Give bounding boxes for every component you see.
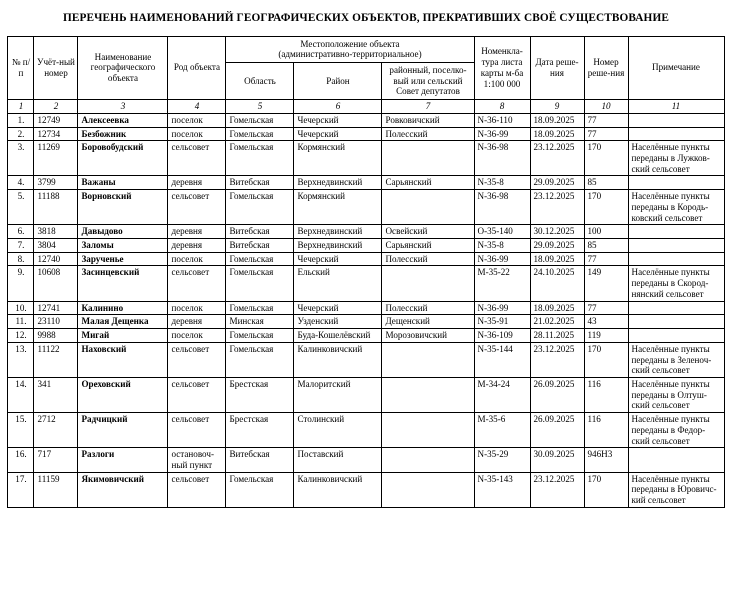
cell-object-kind: сельсовет bbox=[168, 377, 226, 412]
table-row bbox=[8, 315, 724, 329]
table-row bbox=[8, 190, 724, 225]
cell-map-sheet: N-36-98 bbox=[474, 190, 530, 225]
cell-object-kind: поселок bbox=[168, 252, 226, 266]
cell-number: 9. bbox=[8, 266, 34, 301]
cell-decision-date: 30.12.2025 bbox=[530, 225, 584, 239]
cell-object-kind: сельсовет bbox=[168, 266, 226, 301]
cell-region: Брестская bbox=[226, 377, 294, 412]
cell-decision-number: 85 bbox=[584, 239, 628, 253]
cell-number: 3. bbox=[8, 141, 34, 176]
cell-number: 4. bbox=[8, 176, 34, 190]
cell-decision-date: 23.12.2025 bbox=[530, 190, 584, 225]
cell-district: Чечерский bbox=[294, 301, 382, 315]
cell-council bbox=[382, 342, 474, 377]
table-row bbox=[8, 239, 724, 253]
cell-map-sheet: N-36-98 bbox=[474, 141, 530, 176]
cell-council bbox=[382, 266, 474, 301]
cell-district: Малоритский bbox=[294, 377, 382, 412]
cell-note: Населённые пункты переданы в Олтуш-ский сельсовет bbox=[628, 377, 724, 412]
cell-map-sheet: N-35-8 bbox=[474, 176, 530, 190]
cell-region: Витебская bbox=[226, 239, 294, 253]
cell-object-name: Зарученье bbox=[78, 252, 168, 266]
header-decision-number: Номер реше-ния bbox=[584, 36, 628, 100]
cell-decision-number: 119 bbox=[584, 329, 628, 343]
header-decision-date: Дата реше-ния bbox=[530, 36, 584, 100]
table-row bbox=[8, 448, 724, 472]
cell-registration-number: 2712 bbox=[34, 413, 78, 448]
cell-note bbox=[628, 448, 724, 472]
cell-decision-date: 18.09.2025 bbox=[530, 252, 584, 266]
header-location-group bbox=[226, 36, 474, 62]
cell-map-sheet: M-35-22 bbox=[474, 266, 530, 301]
cell-registration-number: 3818 bbox=[34, 225, 78, 239]
cell-decision-number: 170 bbox=[584, 141, 628, 176]
cell-council: Сарьянский bbox=[382, 239, 474, 253]
column-number: 6 bbox=[294, 100, 382, 114]
cell-object-kind: сельсовет bbox=[168, 342, 226, 377]
cell-object-kind: деревня bbox=[168, 239, 226, 253]
cell-object-kind: сельсовет bbox=[168, 141, 226, 176]
cell-number: 11. bbox=[8, 315, 34, 329]
cell-note bbox=[628, 225, 724, 239]
cell-council: Сарьянский bbox=[382, 176, 474, 190]
cell-registration-number: 12741 bbox=[34, 301, 78, 315]
cell-council bbox=[382, 377, 474, 412]
table-row bbox=[8, 127, 724, 141]
column-number: 7 bbox=[382, 100, 474, 114]
cell-district: Поставский bbox=[294, 448, 382, 472]
cell-object-kind: сельсовет bbox=[168, 413, 226, 448]
cell-council bbox=[382, 448, 474, 472]
cell-object-name: Разлоги bbox=[78, 448, 168, 472]
cell-object-name: Наховский bbox=[78, 342, 168, 377]
cell-decision-number: 170 bbox=[584, 342, 628, 377]
cell-number: 7. bbox=[8, 239, 34, 253]
header-district: Район bbox=[294, 62, 382, 99]
cell-region: Витебская bbox=[226, 448, 294, 472]
cell-note bbox=[628, 176, 724, 190]
cell-council: Освейский bbox=[382, 225, 474, 239]
table-row bbox=[8, 377, 724, 412]
table-body bbox=[8, 113, 724, 507]
cell-decision-date: 21.02.2025 bbox=[530, 315, 584, 329]
cell-object-name: Засинцевский bbox=[78, 266, 168, 301]
cell-decision-number: 170 bbox=[584, 472, 628, 507]
cell-map-sheet: O-35-140 bbox=[474, 225, 530, 239]
cell-region: Гомельская bbox=[226, 472, 294, 507]
cell-district: Калинковичский bbox=[294, 472, 382, 507]
cell-decision-number: 77 bbox=[584, 301, 628, 315]
header-object-name: Наименование географического объекта bbox=[78, 36, 168, 100]
column-number: 10 bbox=[584, 100, 628, 114]
cell-decision-number: 116 bbox=[584, 377, 628, 412]
cell-map-sheet: N-35-91 bbox=[474, 315, 530, 329]
cell-decision-number: 170 bbox=[584, 190, 628, 225]
table-row bbox=[8, 252, 724, 266]
cell-note bbox=[628, 239, 724, 253]
cell-object-name: Ореховский bbox=[78, 377, 168, 412]
cell-map-sheet: N-36-99 bbox=[474, 252, 530, 266]
cell-object-kind: поселок bbox=[168, 329, 226, 343]
cell-council: Морозовичский bbox=[382, 329, 474, 343]
table-row bbox=[8, 301, 724, 315]
cell-map-sheet: N-36-99 bbox=[474, 301, 530, 315]
cell-map-sheet: N-35-143 bbox=[474, 472, 530, 507]
document-page bbox=[0, 12, 732, 598]
cell-decision-date: 26.09.2025 bbox=[530, 413, 584, 448]
cell-object-kind: сельсовет bbox=[168, 190, 226, 225]
cell-object-name: Заломы bbox=[78, 239, 168, 253]
cell-registration-number: 3799 bbox=[34, 176, 78, 190]
cell-region: Витебская bbox=[226, 225, 294, 239]
cell-map-sheet: N-36-99 bbox=[474, 127, 530, 141]
column-number: 4 bbox=[168, 100, 226, 114]
cell-registration-number: 3804 bbox=[34, 239, 78, 253]
cell-registration-number: 12740 bbox=[34, 252, 78, 266]
cell-object-name: Алексеевка bbox=[78, 113, 168, 127]
cell-council: Полесский bbox=[382, 252, 474, 266]
cell-district: Буда-Кошелёвский bbox=[294, 329, 382, 343]
header-registration-number: Учёт-ный номер bbox=[34, 36, 78, 100]
cell-district: Кормянский bbox=[294, 190, 382, 225]
cell-district: Чечерский bbox=[294, 127, 382, 141]
column-number: 8 bbox=[474, 100, 530, 114]
cell-registration-number: 11269 bbox=[34, 141, 78, 176]
cell-object-kind: поселок bbox=[168, 127, 226, 141]
cell-decision-date: 28.11.2025 bbox=[530, 329, 584, 343]
cell-decision-number: 85 bbox=[584, 176, 628, 190]
cell-note bbox=[628, 301, 724, 315]
cell-note bbox=[628, 329, 724, 343]
cell-registration-number: 23110 bbox=[34, 315, 78, 329]
cell-note bbox=[628, 113, 724, 127]
cell-object-name: Боровобудский bbox=[78, 141, 168, 176]
column-number: 1 bbox=[8, 100, 34, 114]
cell-decision-number: 149 bbox=[584, 266, 628, 301]
cell-number: 15. bbox=[8, 413, 34, 448]
table-row bbox=[8, 113, 724, 127]
cell-map-sheet: M-35-6 bbox=[474, 413, 530, 448]
cell-decision-number: 77 bbox=[584, 127, 628, 141]
cell-map-sheet: N-36-110 bbox=[474, 113, 530, 127]
column-number: 2 bbox=[34, 100, 78, 114]
cell-object-name: Давыдово bbox=[78, 225, 168, 239]
cell-decision-number: 77 bbox=[584, 113, 628, 127]
cell-object-name: Важаны bbox=[78, 176, 168, 190]
cell-number: 13. bbox=[8, 342, 34, 377]
table-row bbox=[8, 176, 724, 190]
cell-decision-date: 29.09.2025 bbox=[530, 176, 584, 190]
cell-object-kind: остановоч-ный пункт bbox=[168, 448, 226, 472]
table-row bbox=[8, 472, 724, 507]
table-row bbox=[8, 413, 724, 448]
cell-number: 10. bbox=[8, 301, 34, 315]
cell-note: Населённые пункты переданы в Скород-нянский сельсовет bbox=[628, 266, 724, 301]
cell-decision-date: 29.09.2025 bbox=[530, 239, 584, 253]
cell-registration-number: 11188 bbox=[34, 190, 78, 225]
table-row bbox=[8, 225, 724, 239]
cell-district: Калинковичский bbox=[294, 342, 382, 377]
table-column-number-row bbox=[8, 100, 724, 114]
cell-registration-number: 717 bbox=[34, 448, 78, 472]
cell-council bbox=[382, 413, 474, 448]
cell-number: 5. bbox=[8, 190, 34, 225]
cell-object-kind: поселок bbox=[168, 301, 226, 315]
cell-decision-date: 23.12.2025 bbox=[530, 141, 584, 176]
cell-region: Гомельская bbox=[226, 190, 294, 225]
cell-registration-number: 9988 bbox=[34, 329, 78, 343]
cell-number: 14. bbox=[8, 377, 34, 412]
cell-object-name: Якимовичский bbox=[78, 472, 168, 507]
cell-council: Ровковичский bbox=[382, 113, 474, 127]
cell-number: 1. bbox=[8, 113, 34, 127]
cell-object-kind: сельсовет bbox=[168, 472, 226, 507]
header-location-subtitle: (административно-территориальное) bbox=[278, 49, 422, 60]
column-number: 9 bbox=[530, 100, 584, 114]
table-header-row-main bbox=[8, 36, 724, 62]
cell-object-kind: поселок bbox=[168, 113, 226, 127]
cell-map-sheet: N-36-109 bbox=[474, 329, 530, 343]
cell-region: Минская bbox=[226, 315, 294, 329]
cell-object-kind: деревня bbox=[168, 176, 226, 190]
cell-district: Чечерский bbox=[294, 252, 382, 266]
cell-decision-number: 116 bbox=[584, 413, 628, 448]
cell-decision-number: 100 bbox=[584, 225, 628, 239]
cell-note: Населённые пункты переданы в Юровичс-кий сельсовет bbox=[628, 472, 724, 507]
geographic-objects-table bbox=[7, 36, 724, 508]
cell-region: Гомельская bbox=[226, 266, 294, 301]
cell-region: Гомельская bbox=[226, 252, 294, 266]
cell-registration-number: 12749 bbox=[34, 113, 78, 127]
table-row bbox=[8, 342, 724, 377]
cell-district: Ельский bbox=[294, 266, 382, 301]
header-number: № п/п bbox=[8, 36, 34, 100]
table-row bbox=[8, 329, 724, 343]
cell-note bbox=[628, 252, 724, 266]
header-map-sheet: Номенкла-тура листа карты м-ба 1:100 000 bbox=[474, 36, 530, 100]
cell-district: Столинский bbox=[294, 413, 382, 448]
cell-registration-number: 12734 bbox=[34, 127, 78, 141]
cell-decision-date: 23.12.2025 bbox=[530, 342, 584, 377]
cell-number: 12. bbox=[8, 329, 34, 343]
cell-note bbox=[628, 315, 724, 329]
table-row bbox=[8, 266, 724, 301]
cell-note: Населённые пункты переданы в Лужков-ский сельсовет bbox=[628, 141, 724, 176]
cell-map-sheet: N-35-144 bbox=[474, 342, 530, 377]
cell-map-sheet: N-35-29 bbox=[474, 448, 530, 472]
cell-decision-date: 23.12.2025 bbox=[530, 472, 584, 507]
column-number: 11 bbox=[628, 100, 724, 114]
cell-council: Полесский bbox=[382, 301, 474, 315]
cell-number: 2. bbox=[8, 127, 34, 141]
page-title: ПЕРЕЧЕНЬ НАИМЕНОВАНИЙ ГЕОГРАФИЧЕСКИХ ОБЪЕКТОВ, ПРЕКРАТИВШИХ СВОЁ СУЩЕСТВОВАНИЕ bbox=[63, 12, 669, 24]
cell-decision-date: 18.09.2025 bbox=[530, 127, 584, 141]
cell-object-kind: деревня bbox=[168, 225, 226, 239]
cell-region: Гомельская bbox=[226, 301, 294, 315]
cell-district: Верхнедвинский bbox=[294, 239, 382, 253]
table-row bbox=[8, 141, 724, 176]
header-object-kind: Род объекта bbox=[168, 36, 226, 100]
header-council: районный, поселко-вый или сельский Совет депутатов bbox=[382, 62, 474, 99]
cell-registration-number: 11159 bbox=[34, 472, 78, 507]
cell-registration-number: 11122 bbox=[34, 342, 78, 377]
cell-council: Полесский bbox=[382, 127, 474, 141]
cell-council: Дещенский bbox=[382, 315, 474, 329]
cell-region: Гомельская bbox=[226, 329, 294, 343]
cell-number: 6. bbox=[8, 225, 34, 239]
cell-decision-number: 43 bbox=[584, 315, 628, 329]
cell-registration-number: 341 bbox=[34, 377, 78, 412]
cell-region: Витебская bbox=[226, 176, 294, 190]
cell-region: Гомельская bbox=[226, 127, 294, 141]
cell-map-sheet: N-35-8 bbox=[474, 239, 530, 253]
cell-region: Гомельская bbox=[226, 113, 294, 127]
cell-district: Узденский bbox=[294, 315, 382, 329]
cell-decision-date: 18.09.2025 bbox=[530, 113, 584, 127]
cell-decision-number: 946Н3 bbox=[584, 448, 628, 472]
column-number: 5 bbox=[226, 100, 294, 114]
cell-decision-date: 26.09.2025 bbox=[530, 377, 584, 412]
cell-map-sheet: M-34-24 bbox=[474, 377, 530, 412]
cell-note: Населённые пункты переданы в Кородь-ковский сельсовет bbox=[628, 190, 724, 225]
cell-object-name: Калинино bbox=[78, 301, 168, 315]
cell-object-name: Радчицкий bbox=[78, 413, 168, 448]
cell-council bbox=[382, 141, 474, 176]
cell-district: Верхнедвинский bbox=[294, 176, 382, 190]
cell-note: Населённые пункты переданы в Федор-ский сельсовет bbox=[628, 413, 724, 448]
header-region: Область bbox=[226, 62, 294, 99]
header-note: Примечание bbox=[628, 36, 724, 100]
cell-number: 16. bbox=[8, 448, 34, 472]
cell-object-kind: деревня bbox=[168, 315, 226, 329]
cell-object-name: Ворновский bbox=[78, 190, 168, 225]
cell-number: 17. bbox=[8, 472, 34, 507]
cell-decision-number: 77 bbox=[584, 252, 628, 266]
cell-decision-date: 18.09.2025 bbox=[530, 301, 584, 315]
cell-number: 8. bbox=[8, 252, 34, 266]
table-header bbox=[8, 36, 724, 113]
cell-district: Чечерский bbox=[294, 113, 382, 127]
cell-district: Верхнедвинский bbox=[294, 225, 382, 239]
cell-region: Гомельская bbox=[226, 141, 294, 176]
cell-council bbox=[382, 472, 474, 507]
cell-object-name: Малая Дещенка bbox=[78, 315, 168, 329]
cell-decision-date: 30.09.2025 bbox=[530, 448, 584, 472]
cell-region: Гомельская bbox=[226, 342, 294, 377]
cell-registration-number: 10608 bbox=[34, 266, 78, 301]
cell-object-name: Безбожник bbox=[78, 127, 168, 141]
cell-council bbox=[382, 190, 474, 225]
cell-decision-date: 24.10.2025 bbox=[530, 266, 584, 301]
header-location-title: Местоположение объекта bbox=[300, 38, 400, 49]
column-number: 3 bbox=[78, 100, 168, 114]
cell-district: Кормянский bbox=[294, 141, 382, 176]
cell-note: Населённые пункты переданы в Зеленоч-ский сельсовет bbox=[628, 342, 724, 377]
cell-region: Брестская bbox=[226, 413, 294, 448]
cell-object-name: Мигай bbox=[78, 329, 168, 343]
cell-note bbox=[628, 127, 724, 141]
